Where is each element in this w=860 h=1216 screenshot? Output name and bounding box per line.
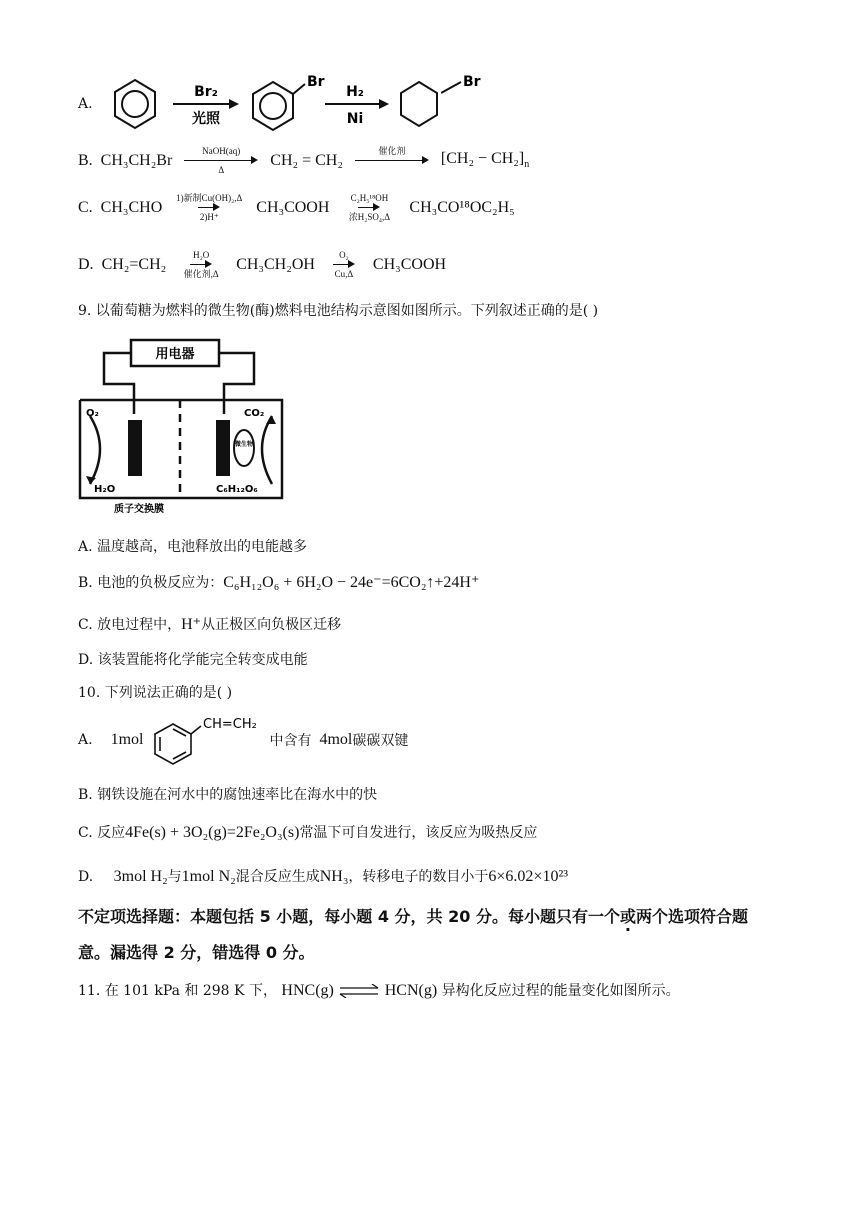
q8-option-b[interactable] xyxy=(78,146,529,175)
q10-option-d[interactable]: D. 3mol H₂与1mol N₂混合反应生成NH₃，转移电子的数目小于6×6.02×10²³ xyxy=(78,868,569,885)
bromocyclohexane-tail xyxy=(441,72,511,136)
formula-start: CH₂=CH₂ xyxy=(101,255,167,273)
membrane-label: 质子交换膜 xyxy=(114,504,164,515)
formula-start: CH₃CH₂Br xyxy=(100,151,173,169)
q9-option-c[interactable]: C. 放电过程中，H⁺从正极区向负极区迁移 xyxy=(78,616,342,633)
fuel-cell-diagram xyxy=(76,336,286,516)
condition-light: 光照 xyxy=(191,111,220,127)
reaction-arrow: NaOH(aq) Δ xyxy=(184,146,258,175)
option-label: A. xyxy=(78,96,93,112)
device-label: 用电器 xyxy=(155,347,195,362)
o2-label: O₂ xyxy=(86,408,99,419)
formula-end: CH₃CO¹⁸OC₂H₅ xyxy=(409,198,515,216)
bromocyclohexane-ring xyxy=(401,82,437,126)
option-label: C. xyxy=(78,198,93,216)
q8-option-a[interactable] xyxy=(78,72,511,136)
formula-end: CH₃COOH xyxy=(372,255,447,273)
q10-option-b[interactable]: B. 钢铁设施在河水中的腐蚀速率比在海水中的快 xyxy=(78,787,378,803)
anode-reaction: C₆H₁₂O₆ + 6H₂O − 24e⁻=6CO₂↑+24H⁺ xyxy=(223,574,480,591)
reaction-arrow: H₂O 催化剂,Δ xyxy=(183,250,219,279)
svg-text:Br: Br xyxy=(462,74,481,90)
proton-ion: H⁺ xyxy=(181,616,202,633)
glucose-label: C₆H₁₂O₆ xyxy=(216,484,258,495)
styrene-structure xyxy=(151,714,261,766)
bromobenzene-ring xyxy=(253,82,305,130)
section-instructions-line2: 意。漏选得 2 分，错选得 0 分。 xyxy=(78,943,315,962)
co2-label: CO₂ xyxy=(244,408,265,419)
formula-mid: CH₂ = CH₂ xyxy=(270,151,343,169)
reaction-arrow: 催化剂 xyxy=(355,146,429,175)
option-label: B. xyxy=(78,151,93,169)
left-electrode xyxy=(128,420,142,476)
reaction-arrow: O₂ Cu,Δ xyxy=(334,250,354,279)
reagent-h2: H₂ xyxy=(345,84,364,100)
benzene-ring xyxy=(115,80,155,128)
h2o-label: H₂O xyxy=(94,484,116,495)
q9-option-a[interactable]: A. 温度越高，电池释放出的电能越多 xyxy=(78,539,308,555)
q8-option-c[interactable] xyxy=(78,193,515,222)
q11-stem: 11. 在 101 kPa 和 298 K 下， HNC(g) HCN(g) 异构化反应过程的能量变化如图所示。 xyxy=(78,982,680,999)
reaction-arrow-2 xyxy=(325,84,389,127)
q9-stem: 9. 以葡萄糖为燃料的微生物(酶)燃料电池结构示意图如图所示。下列叙述正确的是( ) xyxy=(78,303,599,319)
equilibrium-arrows-icon xyxy=(338,984,380,998)
bromination-hydrogenation-scheme xyxy=(101,72,441,136)
bromo-substituent: Br xyxy=(306,74,325,90)
formula-mid: CH₃CH₂OH xyxy=(236,255,315,273)
q10-option-a[interactable]: A. 1mol CH=CH₂ 中含有 4mol 碳碳双键 xyxy=(78,714,408,766)
emphasized-text: 一个或两个 · xyxy=(588,904,668,927)
formula-start: CH₃CHO xyxy=(100,198,163,216)
svg-text:微生物: 微生物 xyxy=(234,441,254,448)
polymer-formula: $[CH_2 - CH_2]_n$ xyxy=(440,150,530,171)
reagent-br2: Br₂ xyxy=(193,84,218,100)
section-instructions-line1: 不定项选择题：本题包括 5 小题，每小题 4 分，共 20 分。每小题只有一个或两个 ·选项符合题 xyxy=(78,904,748,927)
microbe-icon xyxy=(234,430,254,466)
q9-option-b[interactable]: B. 电池的负极反应为：C₆H₁₂O₆ + 6H₂O − 24e⁻=6CO₂↑+24H⁺ xyxy=(78,574,480,591)
formula-mid: CH₃COOH xyxy=(256,198,330,216)
catalyst-ni: Ni xyxy=(346,111,363,127)
reaction-arrow-1 xyxy=(173,84,239,127)
q10-option-c[interactable]: C. 反应4Fe(s) + 3O₂(g)=2Fe₂O₃(s)常温下可自发进行，该反应为吸热反应 xyxy=(78,824,538,841)
iron-oxidation-equation: 4Fe(s) + 3O₂(g)=2Fe₂O₃(s) xyxy=(125,824,300,841)
q10-stem: 10. 下列说法正确的是( ) xyxy=(78,685,233,701)
right-electrode xyxy=(216,420,230,476)
option-label: D. xyxy=(78,255,94,273)
vinyl-group: CH=CH₂ xyxy=(203,717,258,732)
q8-option-d[interactable] xyxy=(78,250,446,279)
reaction-arrow: 1)新制Cu(OH)₂,Δ 2)H⁺ xyxy=(176,193,243,222)
q9-option-d[interactable]: D. 该装置能将化学能完全转变成电能 xyxy=(78,652,308,668)
reaction-arrow: C₂H₅¹⁸OH 浓H₂SO₄,Δ xyxy=(348,193,391,222)
